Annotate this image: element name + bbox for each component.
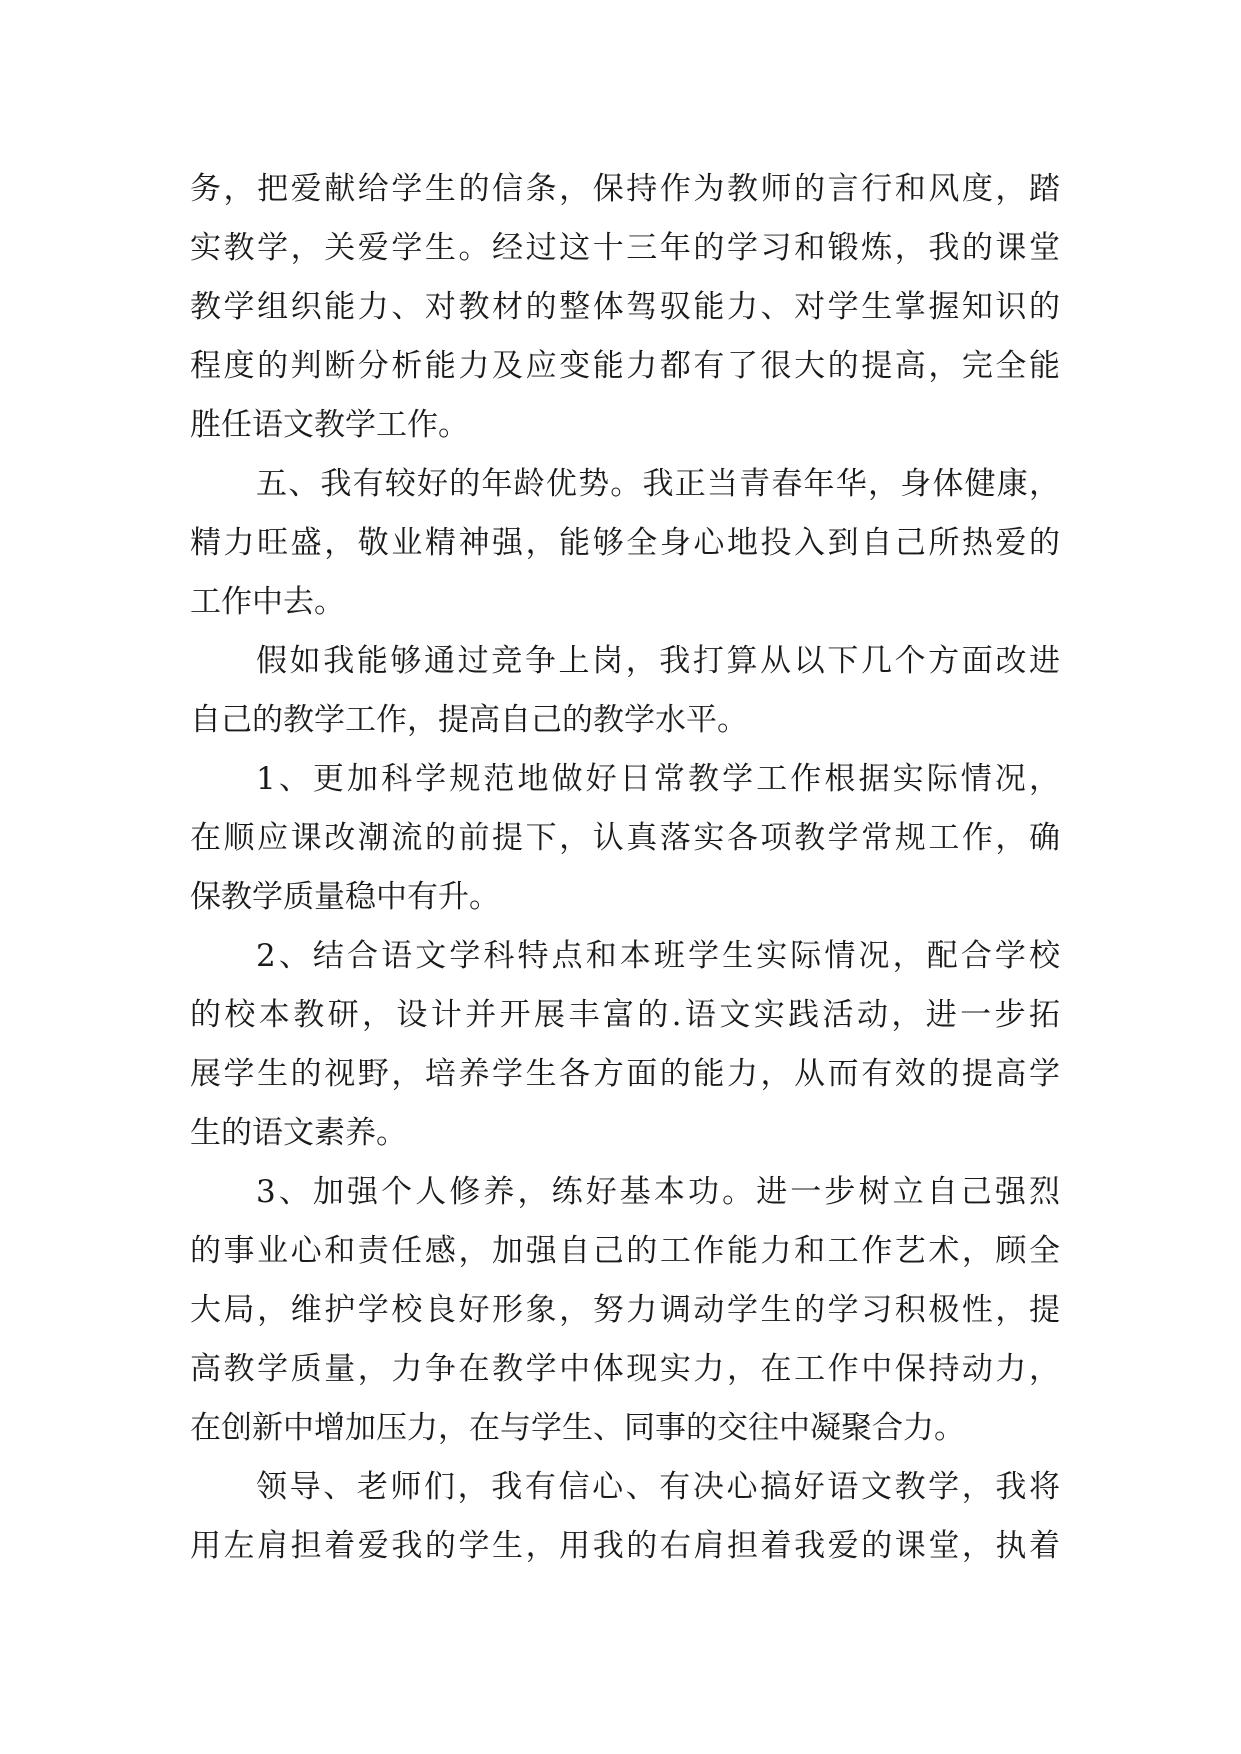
text-line: 实教学，关爱学生。经过这十三年的学习和锻炼，我的课堂 (190, 230, 1060, 266)
text-line: 在顺应课改潮流的前提下，认真落实各项教学常规工作，确 (190, 820, 1060, 856)
document-body (190, 160, 1060, 1576)
text-line: 的事业心和责任感，加强自己的工作能力和工作艺术，顾全 (190, 1233, 1060, 1269)
text-line: 保教学质量稳中有升。 (190, 879, 500, 915)
text-line: 的校本教研，设计并开展丰富的.语文实践活动，进一步拓 (190, 997, 1060, 1033)
text-line: 2、结合语文学科特点和本班学生实际情况，配合学校 (256, 938, 1060, 974)
text-line: 生的语文素养。 (190, 1115, 407, 1151)
text-line: 假如我能够通过竞争上岗，我打算从以下几个方面改进 (256, 643, 1060, 679)
text-line: 教学组织能力、对教材的整体驾驭能力、对学生掌握知识的 (190, 289, 1060, 325)
text-line: 用左肩担着爱我的学生，用我的右肩担着我爱的课堂，执着 (190, 1528, 1060, 1564)
text-line: 大局，维护学校良好形象，努力调动学生的学习积极性，提 (190, 1292, 1060, 1328)
text-line: 3、加强个人修养，练好基本功。进一步树立自己强烈 (256, 1174, 1060, 1210)
text-line: 程度的判断分析能力及应变能力都有了很大的提高，完全能 (190, 348, 1060, 384)
text-line: 五、我有较好的年龄优势。我正当青春年华，身体健康， (256, 466, 1060, 502)
text-line: 领导、老师们，我有信心、有决心搞好语文教学，我将 (256, 1469, 1060, 1505)
text-line: 高教学质量，力争在教学中体现实力，在工作中保持动力， (190, 1351, 1060, 1387)
text-line: 工作中去。 (190, 584, 345, 620)
text-line: 胜任语文教学工作。 (190, 407, 469, 443)
text-line: 自己的教学工作，提高自己的教学水平。 (190, 702, 748, 738)
text-line: 展学生的视野，培养学生各方面的能力，从而有效的提高学 (190, 1056, 1060, 1092)
text-line: 在创新中增加压力，在与学生、同事的交往中凝聚合力。 (190, 1410, 965, 1446)
text-line: 精力旺盛，敬业精神强，能够全身心地投入到自己所热爱的 (190, 525, 1060, 561)
text-line: 务，把爱献给学生的信条，保持作为教师的言行和风度，踏 (190, 171, 1060, 207)
text-line: 1、更加科学规范地做好日常教学工作根据实际情况， (256, 761, 1060, 797)
